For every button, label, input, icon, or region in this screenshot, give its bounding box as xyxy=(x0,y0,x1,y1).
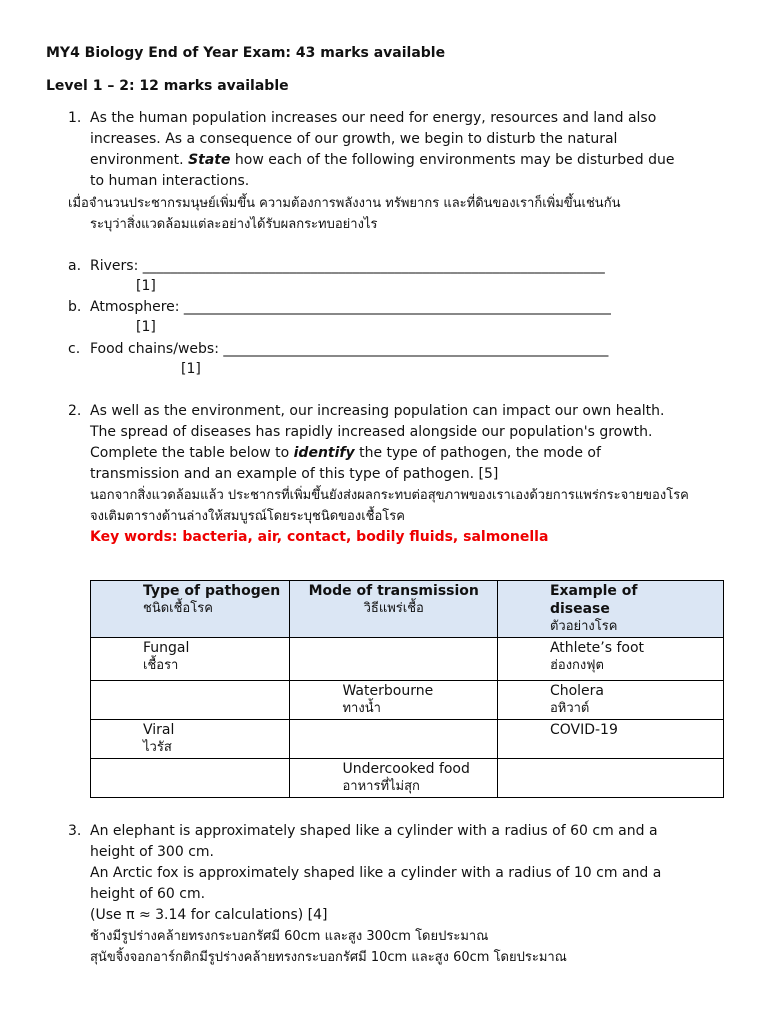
header-label: Type of pathogen xyxy=(143,583,281,599)
table-cell-example[interactable] xyxy=(497,681,723,720)
table-cell-example[interactable] xyxy=(497,720,723,759)
table-cell-type[interactable] xyxy=(91,681,290,720)
header-label-thai: ตัวอย่างโรค xyxy=(549,619,618,634)
q2-text: Complete the table below to xyxy=(90,445,294,461)
cell-text: Cholera xyxy=(549,683,605,699)
table-cell-mode[interactable] xyxy=(290,720,497,759)
q2-text-line: As well as the environment, our increasing population can impact our own health. xyxy=(90,403,665,419)
q1c-label: c. xyxy=(68,341,81,357)
table-cell-mode[interactable] xyxy=(290,759,497,798)
q1-number: 1. xyxy=(68,110,82,126)
q1b-marks: [1] xyxy=(136,319,156,335)
table-cell-type[interactable] xyxy=(91,638,290,681)
q1-thai-line: เมื่อจำนวนประชากรมนุษย์เพิ่มขึ้น ความต้องการพลังงาน ทรัพยากร และที่ดินของเราก็เพิ่มขึ้นเช่นกัน xyxy=(68,196,621,211)
header-label: Example of disease xyxy=(549,583,638,617)
q3-number: 3. xyxy=(68,823,82,839)
q3-text-line: height of 300 cm. xyxy=(90,844,214,860)
q1b-answer-line[interactable]: Atmosphere: _____________________________________________________________ xyxy=(90,299,611,315)
cell-text: Fungal xyxy=(143,640,190,656)
cell-text-thai: ทางน้ำ xyxy=(342,701,381,716)
q2-text-line: transmission and an example of this type of pathogen. [5] xyxy=(90,466,499,482)
table-row xyxy=(91,681,724,720)
table-cell-type[interactable] xyxy=(91,759,290,798)
q3-thai-line: สุนัขจิ้งจอกอาร์กติกมีรูปร่างคล้ายทรงกระบอกรัศมี 10cm และสูง 60cm โดยประมาณ xyxy=(90,950,567,965)
q2-text: the type of pathogen, the mode of xyxy=(354,445,601,461)
cell-text-thai: ไวรัส xyxy=(143,740,172,755)
q2-text-line: The spread of diseases has rapidly increased alongside our population's growth. xyxy=(90,424,653,440)
table-row xyxy=(91,759,724,798)
q2-number: 2. xyxy=(68,403,82,419)
q1a-marks: [1] xyxy=(136,278,156,294)
exam-title: MY4 Biology End of Year Exam: 43 marks available xyxy=(46,45,446,61)
cell-text: Viral xyxy=(143,722,175,738)
q1-text: environment. xyxy=(90,152,189,168)
header-label-thai: ชนิดเชื้อโรค xyxy=(143,601,213,616)
q1-text-line xyxy=(90,150,674,171)
q1-text-line: increases. As a consequence of our growth, we begin to disturb the natural xyxy=(90,131,618,147)
q1-command-word: State xyxy=(188,152,231,168)
header-cell-type xyxy=(91,581,290,638)
cell-text: Waterbourne xyxy=(342,683,434,699)
pathogen-table xyxy=(90,580,724,798)
cell-text-thai: เชื้อรา xyxy=(143,658,179,673)
cell-text-thai: ฮ่องกงฟุต xyxy=(549,658,604,673)
q2-text-line xyxy=(90,443,601,464)
table-cell-mode[interactable] xyxy=(290,681,497,720)
q1-thai-line: ระบุว่าสิ่งแวดล้อมแต่ละอย่างได้รับผลกระทบอย่างไร xyxy=(90,217,378,232)
q1c-marks: [1] xyxy=(181,361,201,377)
q2-thai-line: นอกจากสิ่งแวดล้อมแล้ว ประชากรที่เพิ่มขึ้นยังส่งผลกระทบต่อสุขภาพของเราเองด้วยการแพร่กระจายของโรค xyxy=(90,488,689,503)
q1a-label: a. xyxy=(68,258,82,274)
q1-text-line: to human interactions. xyxy=(90,173,250,189)
q1b-label: b. xyxy=(68,299,82,315)
header-label-thai: วิธีแพร่เชื้อ xyxy=(363,601,424,616)
table-cell-mode[interactable] xyxy=(290,638,497,681)
table-cell-type[interactable] xyxy=(91,720,290,759)
header-label: Mode of transmission xyxy=(308,583,479,599)
q1-text: how each of the following environments may be disturbed due xyxy=(230,152,675,168)
cell-text: Athlete’s foot xyxy=(549,640,644,656)
q2-thai-line: จงเติมตารางด้านล่างให้สมบูรณ์โดยระบุชนิดของเชื้อโรค xyxy=(90,509,405,524)
table-row xyxy=(91,638,724,681)
q3-text-line: An Arctic fox is approximately shaped like a cylinder with a radius of 10 cm and a xyxy=(90,865,662,881)
q2-command-word: identify xyxy=(293,445,355,461)
cell-text: COVID-19 xyxy=(549,722,618,738)
level-heading: Level 1 – 2: 12 marks available xyxy=(46,78,289,94)
q3-text-line: height of 60 cm. xyxy=(90,886,206,902)
q3-text-line: An elephant is approximately shaped like a cylinder with a radius of 60 cm and a xyxy=(90,823,658,839)
q2-key-words: Key words: bacteria, air, contact, bodily fluids, salmonella xyxy=(90,529,549,545)
table-cell-example[interactable] xyxy=(497,638,723,681)
table-row xyxy=(91,720,724,759)
cell-text-thai: อาหารที่ไม่สุก xyxy=(342,779,420,794)
q3-thai-line: ช้างมีรูปร่างคล้ายทรงกระบอกรัศมี 60cm และสูง 300cm โดยประมาณ xyxy=(90,929,489,944)
q3-text-line: (Use π ≈ 3.14 for calculations) [4] xyxy=(90,907,328,923)
cell-text-thai: อหิวาต์ xyxy=(549,701,590,716)
header-cell-example xyxy=(497,581,723,638)
q1c-answer-line[interactable]: Food chains/webs: _______________________________________________________ xyxy=(90,341,609,357)
q1-text-line: As the human population increases our need for energy, resources and land also xyxy=(90,110,657,126)
cell-text: Undercooked food xyxy=(342,761,470,777)
header-cell-mode xyxy=(290,581,497,638)
table-cell-example[interactable] xyxy=(497,759,723,798)
q1a-answer-line[interactable]: Rivers: __________________________________________________________________ xyxy=(90,258,605,274)
table-header-row xyxy=(91,581,724,638)
